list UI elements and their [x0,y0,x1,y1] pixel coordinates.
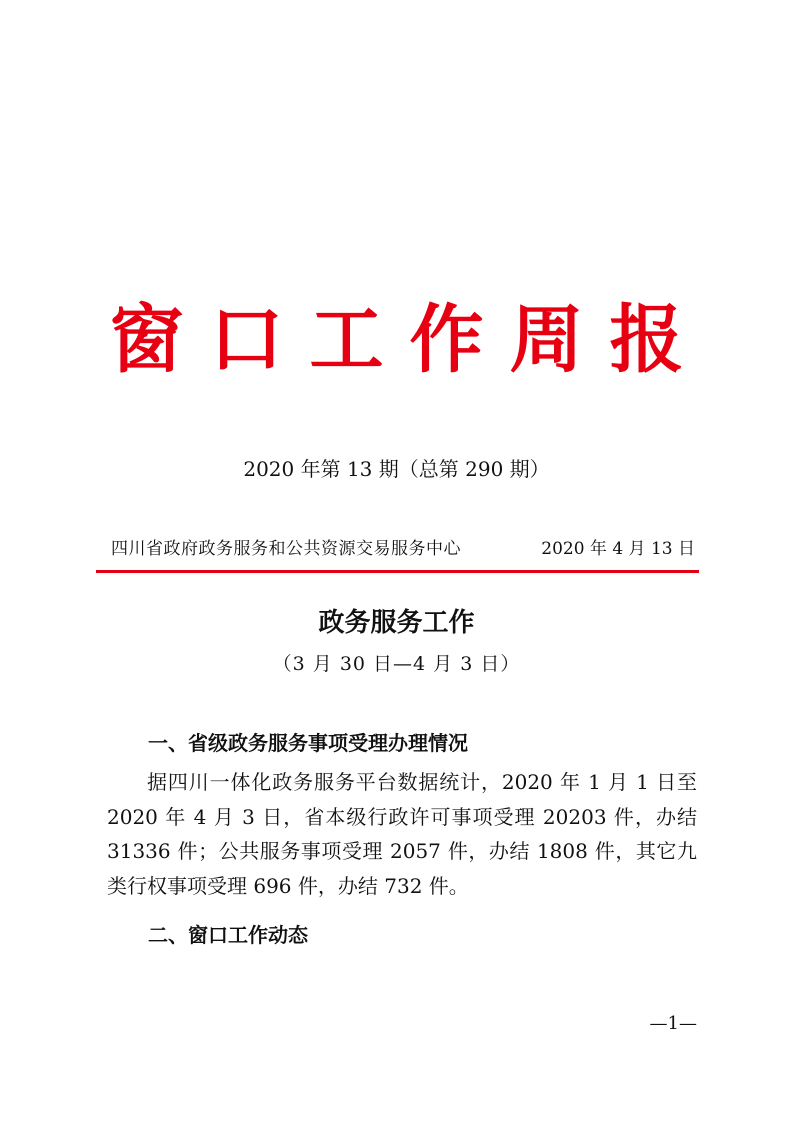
issue-number: 2020 年第 13 期（总第 290 期） [243,457,550,481]
section1-heading: 一、省级政务服务事项受理办理情况 [148,731,468,755]
masthead-title: 窗口工作周报 [109,297,710,383]
section1-body: 据四川一体化政务服务平台数据统计，2020 年 1 月 1 日至 2020 年 4 月 3 日，省本级行政许可事项受理 20203 件，办结 31336 件；公共服务事项受理 2057 件，办结 1808 件，其它九类行权事项受理 696 件，办结 732 件。 [107,770,697,898]
section2-heading: 二、窗口工作动态 [148,923,308,947]
red-divider [96,570,699,573]
issuer-row [111,536,695,562]
page-number: —1— [649,1013,697,1034]
issuer-name: 四川省政府政务服务和公共资源交易服务中心 [111,539,461,559]
issue-date: 2020 年 4 月 13 日 [541,539,695,559]
report-period: （3 月 30 日—4 月 3 日） [272,653,521,675]
section-title: 政务服务工作 [318,608,475,638]
